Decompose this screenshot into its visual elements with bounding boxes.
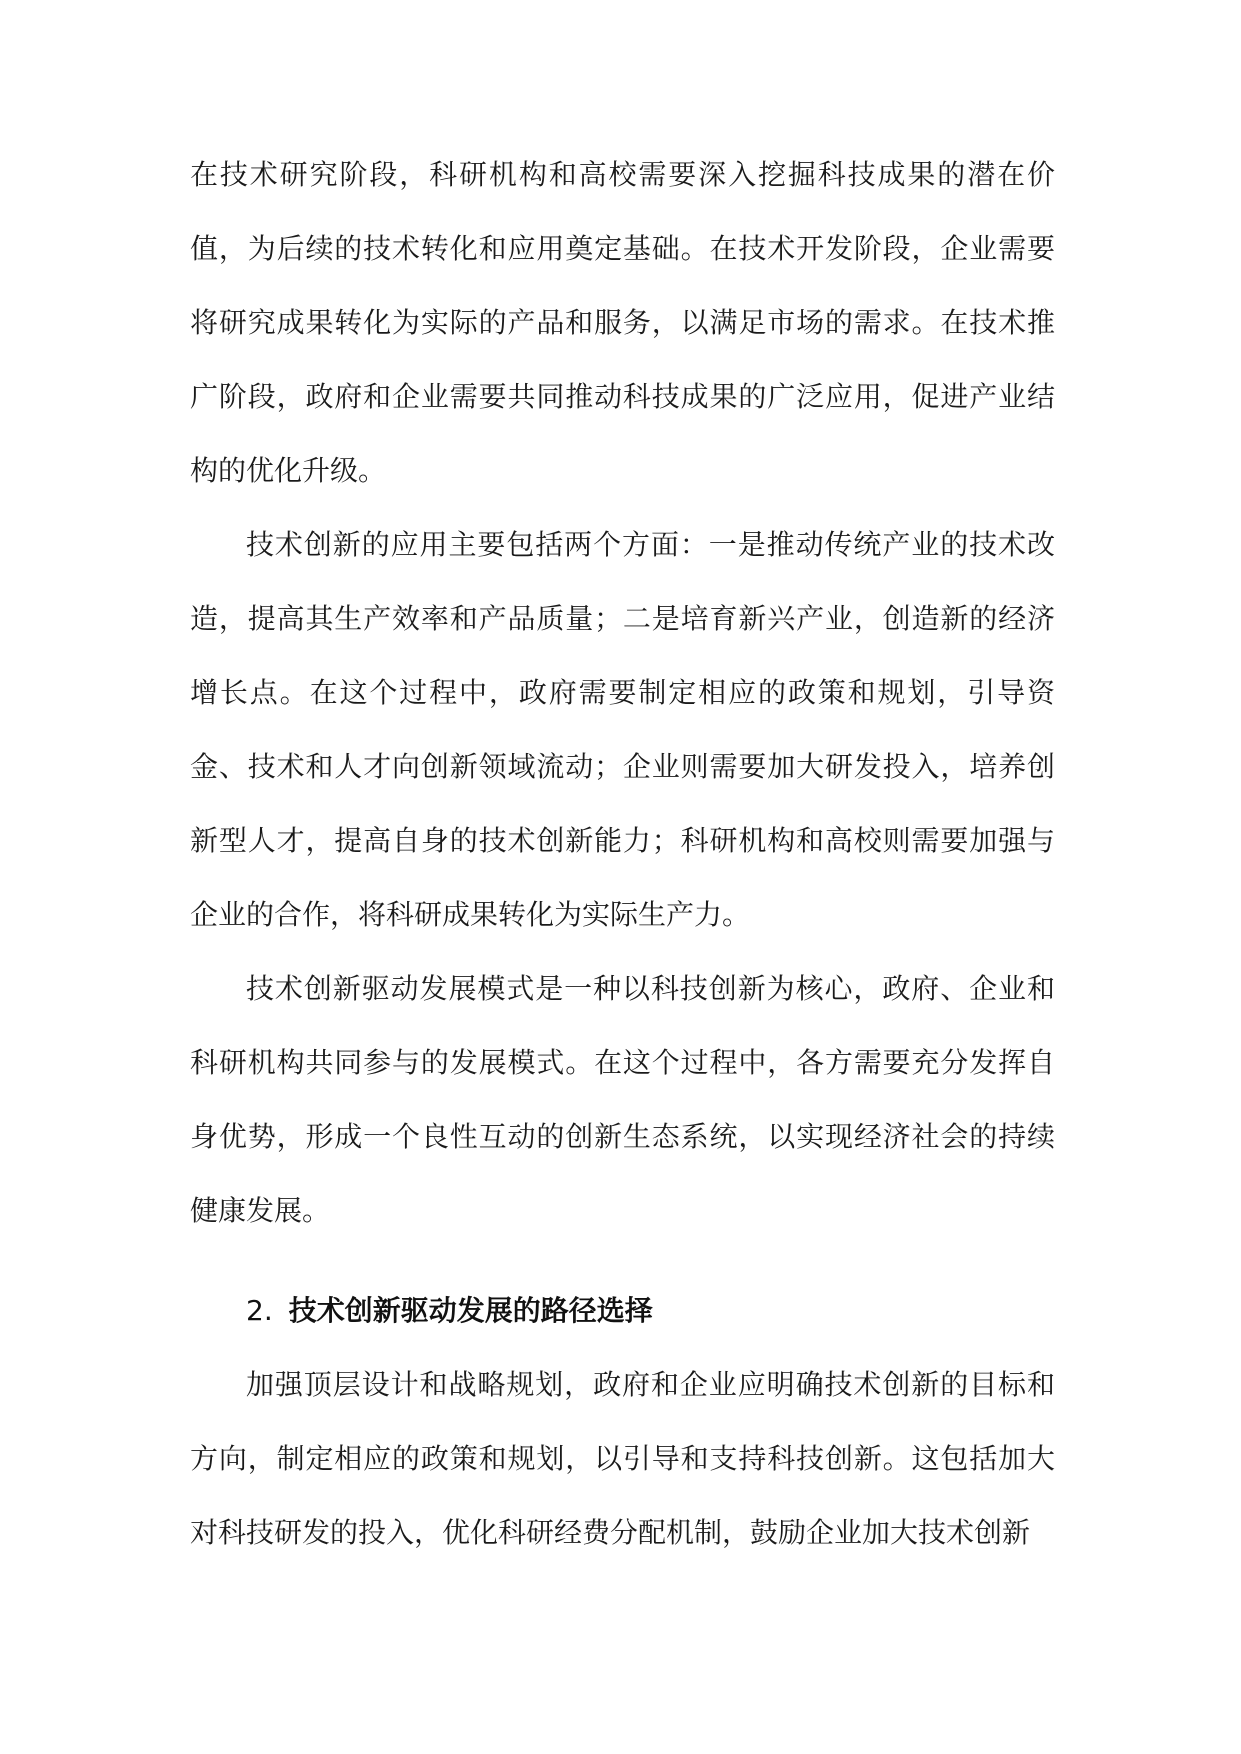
section-number: 2. [246,1294,273,1327]
paragraph-driven-model: 技术创新驱动发展模式是一种以科技创新为核心，政府、企业和科研机构共同参与的发展模式。在这个过程中，各方需要充分发挥自身优势，形成一个良性互动的创新生态系统，以实现经济社会的持续健康发展。 [190,972,1055,1227]
paragraph-research-stages: 在技术研究阶段，科研机构和高校需要深入挖掘科技成果的潜在价值，为后续的技术转化和应用奠定基础。在技术开发阶段，企业需要将研究成果转化为实际的产品和服务，以满足市场的需求。在技术推广阶段，政府和企业需要共同推动科技成果的广泛应用，促进产业结构的优化升级。 [190,158,1055,487]
section-heading [190,1274,1055,1348]
section-title: 技术创新驱动发展的路径选择 [288,1294,653,1327]
paragraph-innovation-application: 技术创新的应用主要包括两个方面：一是推动传统产业的技术改造，提高其生产效率和产品质量；二是培育新兴产业，创造新的经济增长点。在这个过程中，政府需要制定相应的政策和规划，引导资金、技术和人才向创新领域流动；企业则需要加大研发投入，培养创新型人才，提高自身的技术创新能力；科研机构和高校则需要加强与企业的合作，将科研成果转化为实际生产力。 [190,528,1055,931]
document-body [190,138,1055,1570]
paragraph-top-level-design: 加强顶层设计和战略规划，政府和企业应明确技术创新的目标和方向，制定相应的政策和规划，以引导和支持科技创新。这包括加大对科技研发的投入，优化科研经费分配机制，鼓励企业加大技术创新 [190,1368,1055,1549]
